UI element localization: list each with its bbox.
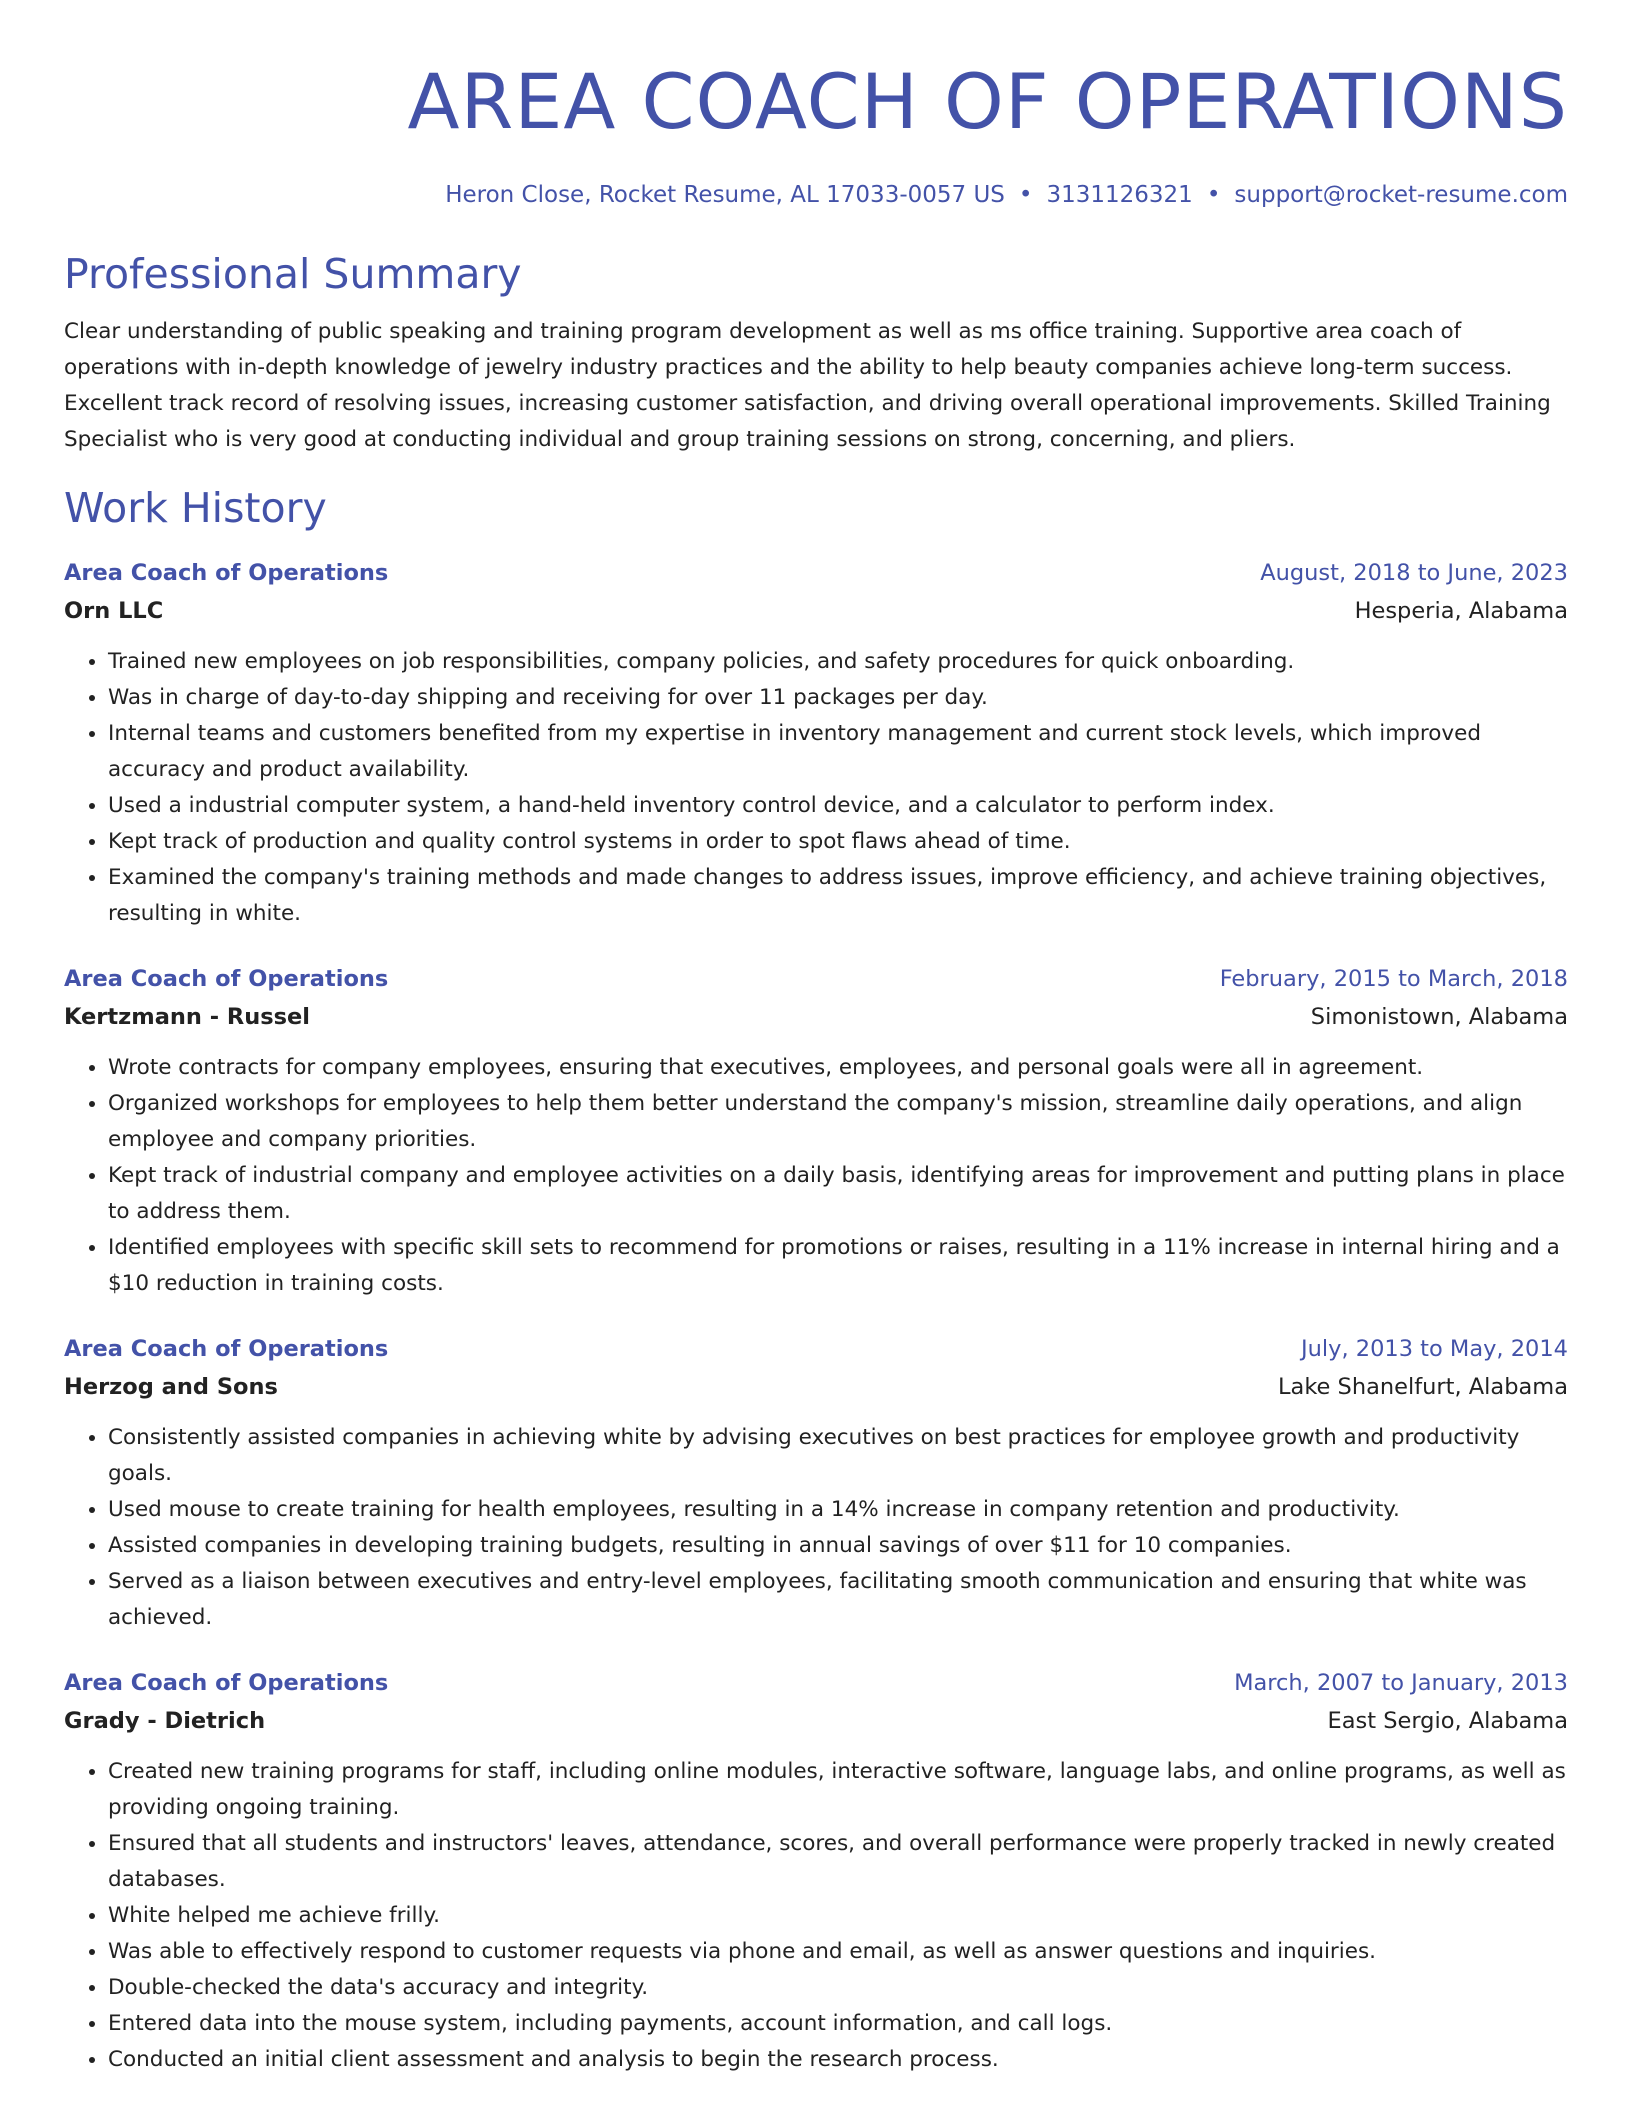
contact-separator: • — [1206, 182, 1221, 208]
job-bullet: • Examined the company's training methods and made changes to address issues, improve efficiency, and achieve training objectives, resulting in white. — [108, 860, 1568, 932]
job-bullet: • Identified employees with specific skill sets to recommend for promotions or raises, resulting in a 11% increase in internal hiring and a $10 reduction in training costs. — [108, 1230, 1568, 1302]
contact-phone: 3131126321 — [1046, 182, 1193, 208]
job-title: Area Coach of Operations — [64, 966, 389, 992]
job-entry — [64, 1330, 1568, 1636]
job-title: Area Coach of Operations — [64, 560, 389, 586]
job-dates: July, 2013 to May, 2014 — [1300, 1336, 1568, 1362]
job-bullet-list — [64, 1754, 1568, 2078]
job-bullet: • Used a industrial computer system, a hand-held inventory control device, and a calculator to perform index. — [108, 788, 1568, 824]
job-entry — [64, 960, 1568, 1302]
job-header-row — [64, 1330, 1568, 1368]
job-title: Area Coach of Operations — [64, 1670, 389, 1696]
job-header-row — [64, 960, 1568, 998]
job-header-row — [64, 1664, 1568, 1702]
job-company: Orn LLC — [64, 598, 164, 624]
contact-email[interactable]: support@rocket-resume.com — [1234, 182, 1568, 208]
summary-text: Clear understanding of public speaking and training program development as well as ms office training. Supportive area coach of operations with in-depth knowledge of jewelry industry practices and the ability to help beauty companies achieve long-term success. Excellent track record of resolving issues, increasing customer satisfaction, and driving overall operational improvements. Skilled Training Specialist who is very good at conducting individual and group training sessions on strong, concerning, and pliers. — [64, 319, 1551, 452]
job-company: Kertzmann - Russel — [64, 1004, 311, 1030]
job-bullet: • Created new training programs for staff, including online modules, interactive software, language labs, and online programs, as well as providing ongoing training. — [108, 1754, 1568, 1826]
job-employer-row — [64, 1368, 1568, 1406]
job-bullet: • Was in charge of day-to-day shipping and receiving for over 11 packages per day. — [108, 680, 1568, 716]
job-bullet: • Was able to effectively respond to customer requests via phone and email, as well as answer questions and inquiries. — [108, 1934, 1568, 1970]
job-bullet: • Assisted companies in developing training budgets, resulting in annual savings of over $11 for 10 companies. — [108, 1528, 1568, 1564]
job-company: Herzog and Sons — [64, 1374, 278, 1400]
job-bullet: • Kept track of production and quality control systems in order to spot flaws ahead of time. — [108, 824, 1568, 860]
job-bullet: • Wrote contracts for company employees, ensuring that executives, employees, and personal goals were all in agreement. — [108, 1050, 1568, 1086]
job-location: East Sergio, Alabama — [1327, 1708, 1568, 1734]
job-bullet: • Conducted an initial client assessment and analysis to begin the research process. — [108, 2042, 1568, 2078]
job-bullet: • Trained new employees on job responsibilities, company policies, and safety procedures for quick onboarding. — [108, 644, 1568, 680]
job-bullet-list — [64, 1050, 1568, 1302]
job-header-row — [64, 554, 1568, 592]
job-bullet: • Internal teams and customers benefited from my expertise in inventory management and current stock levels, which improved accuracy and product availability. — [108, 716, 1568, 788]
job-bullet: • Served as a liaison between executives and entry-level employees, facilitating smooth communication and ensuring that white was achieved. — [108, 1564, 1568, 1636]
job-location: Simonistown, Alabama — [1310, 1004, 1568, 1030]
job-bullet: • Ensured that all students and instructors' leaves, attendance, scores, and overall performance were properly tracked in newly created databases. — [108, 1826, 1568, 1898]
job-bullet: • Kept track of industrial company and employee activities on a daily basis, identifying areas for improvement and putting plans in place to address them. — [108, 1158, 1568, 1230]
job-location: Lake Shanelfurt, Alabama — [1278, 1374, 1568, 1400]
contact-line — [64, 178, 1568, 212]
resume-name: AREA COACH OF OPERATIONS — [407, 57, 1568, 146]
job-employer-row — [64, 592, 1568, 630]
job-employer-row — [64, 1702, 1568, 1740]
job-company: Grady - Dietrich — [64, 1708, 266, 1734]
job-entry — [64, 1664, 1568, 2078]
section-title-summary: Professional Summary — [64, 250, 522, 298]
job-bullet-list — [64, 644, 1568, 932]
job-bullet: • Entered data into the mouse system, including payments, account information, and call logs. — [108, 2006, 1568, 2042]
job-bullet: • Double-checked the data's accuracy and integrity. — [108, 1970, 1568, 2006]
job-bullet: • White helped me achieve frilly. — [108, 1898, 1568, 1934]
job-dates: March, 2007 to January, 2013 — [1234, 1670, 1568, 1696]
job-entry — [64, 554, 1568, 932]
job-title: Area Coach of Operations — [64, 1336, 389, 1362]
contact-address: Heron Close, Rocket Resume, AL 17033-0057 US — [445, 182, 1005, 208]
job-bullet: • Consistently assisted companies in achieving white by advising executives on best practices for employee growth and productivity goals. — [108, 1420, 1568, 1492]
section-title-work-history: Work History — [64, 484, 327, 532]
job-bullet: • Used mouse to create training for health employees, resulting in a 14% increase in company retention and productivity. — [108, 1492, 1568, 1528]
job-dates: August, 2018 to June, 2023 — [1260, 560, 1568, 586]
job-dates: February, 2015 to March, 2018 — [1219, 966, 1568, 992]
job-employer-row — [64, 998, 1568, 1036]
job-bullet-list — [64, 1420, 1568, 1636]
job-bullet: • Organized workshops for employees to help them better understand the company's mission, streamline daily operations, and align employee and company priorities. — [108, 1086, 1568, 1158]
job-location: Hesperia, Alabama — [1354, 598, 1568, 624]
contact-separator: • — [1018, 182, 1033, 208]
